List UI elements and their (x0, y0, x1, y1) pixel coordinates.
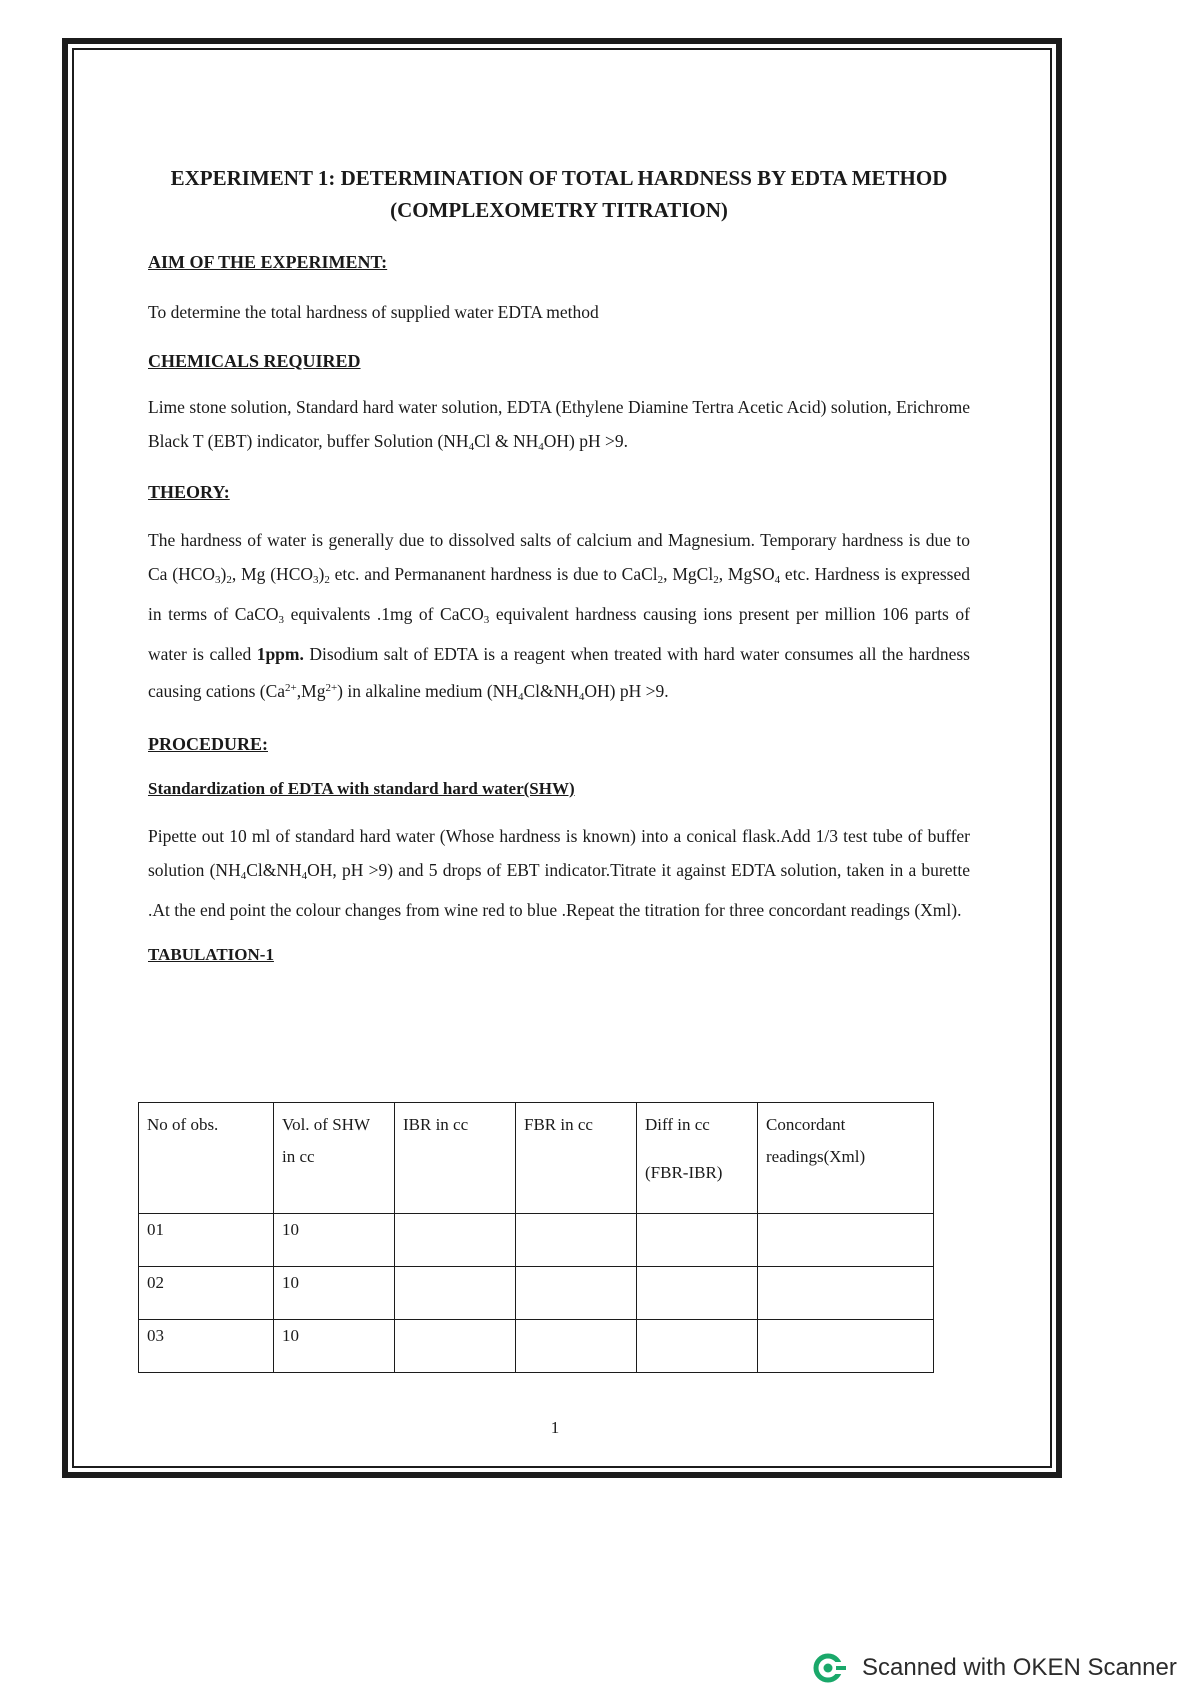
cell-diff (637, 1267, 758, 1320)
table-row (139, 1320, 934, 1373)
document-body (148, 162, 970, 965)
cell-ibr (395, 1267, 516, 1320)
cell-obs: 02 (139, 1267, 274, 1320)
tabulation-heading: TABULATION-1 (148, 945, 274, 964)
cell-ibr (395, 1214, 516, 1267)
header-diff (637, 1103, 758, 1214)
cell-concordant (758, 1320, 934, 1373)
aim-heading: AIM OF THE EXPERIMENT: (148, 252, 388, 272)
cell-fbr (516, 1320, 637, 1373)
scanner-watermark (812, 1652, 1177, 1684)
cell-vol: 10 (274, 1214, 395, 1267)
title-line-2: (COMPLEXOMETRY TITRATION) (390, 198, 728, 222)
header-diff-formula: (FBR-IBR) (645, 1163, 723, 1182)
table-row (139, 1214, 934, 1267)
oken-scanner-logo-icon (812, 1652, 850, 1684)
header-vol-shw: Vol. of SHW in cc (274, 1103, 395, 1214)
cell-fbr (516, 1214, 637, 1267)
table-row (139, 1267, 934, 1320)
scanner-watermark-text: Scanned with OKEN Scanner (862, 1654, 1177, 1681)
theory-text: The hardness of water is generally due to dissolved salts of calcium and Magnesium. Temporary hardness is due to Ca $(HCO_3)_2$, Mg $(HCO_3)_2$ etc. and Permananent hardness is due to CaCl$_2$, MgCl$_2$, MgSO$_4$ etc. Hardness is expressed in terms of CaCO$_3$ equivalents .1mg of CaCO$_3$ equivalent hardness causing ions present per million 106 parts of water is called 1ppm. Disodium salt of EDTA is a reagent when treated with hard water consumes all the hardness causing cations $(Ca^{2+},Mg^{2+})$ in alkaline medium $(NH_4Cl\&NH_4OH)$ pH >9. (148, 530, 970, 703)
header-concordant: Concordant readings(Xml) (758, 1103, 934, 1214)
header-fbr: FBR in cc (516, 1103, 637, 1214)
header-ibr: IBR in cc (395, 1103, 516, 1214)
cell-concordant (758, 1214, 934, 1267)
cell-obs: 01 (139, 1214, 274, 1267)
page-number: 1 (550, 1418, 560, 1437)
cell-diff (637, 1320, 758, 1373)
aim-text: To determine the total hardness of supplied water EDTA method (148, 302, 599, 322)
chemicals-heading: CHEMICALS REQUIRED (148, 351, 361, 371)
cell-diff (637, 1214, 758, 1267)
cell-concordant (758, 1267, 934, 1320)
cell-vol: 10 (274, 1320, 395, 1373)
cell-ibr (395, 1320, 516, 1373)
tabulation-table (138, 1102, 934, 1373)
header-no-of-obs: No of obs. (139, 1103, 274, 1214)
table-header-row (139, 1103, 934, 1214)
cell-obs: 03 (139, 1320, 274, 1373)
header-diff-label: Diff in cc (645, 1115, 710, 1134)
chemicals-text: Lime stone solution, Standard hard water solution, EDTA (Ethylene Diamine Tertra Acetic Acid) solution, Erichrome Black T (EBT) indicator, buffer Solution ($NH_4Cl$ & $NH_4OH$) pH >9. (148, 397, 970, 453)
procedure-heading: PROCEDURE: (148, 734, 268, 754)
cell-vol: 10 (274, 1267, 395, 1320)
procedure-text: Pipette out 10 ml of standard hard water (Whose hardness is known) into a conical flask.Add 1/3 test tube of buffer solution ($NH_4Cl\&NH_4OH$, pH >9) and 5 drops of EBT indicator.Titrate it against EDTA solution, taken in a burette .At the end point the colour changes from wine red to blue .Repeat the titration for three concordant readings (Xml). (148, 826, 971, 920)
cell-fbr (516, 1267, 637, 1320)
theory-heading: THEORY: (148, 482, 230, 502)
standardization-heading: Standardization of EDTA with standard hard water(SHW) (148, 779, 575, 798)
title-line-1: EXPERIMENT 1: DETERMINATION OF TOTAL HARDNESS BY EDTA METHOD (170, 166, 948, 190)
